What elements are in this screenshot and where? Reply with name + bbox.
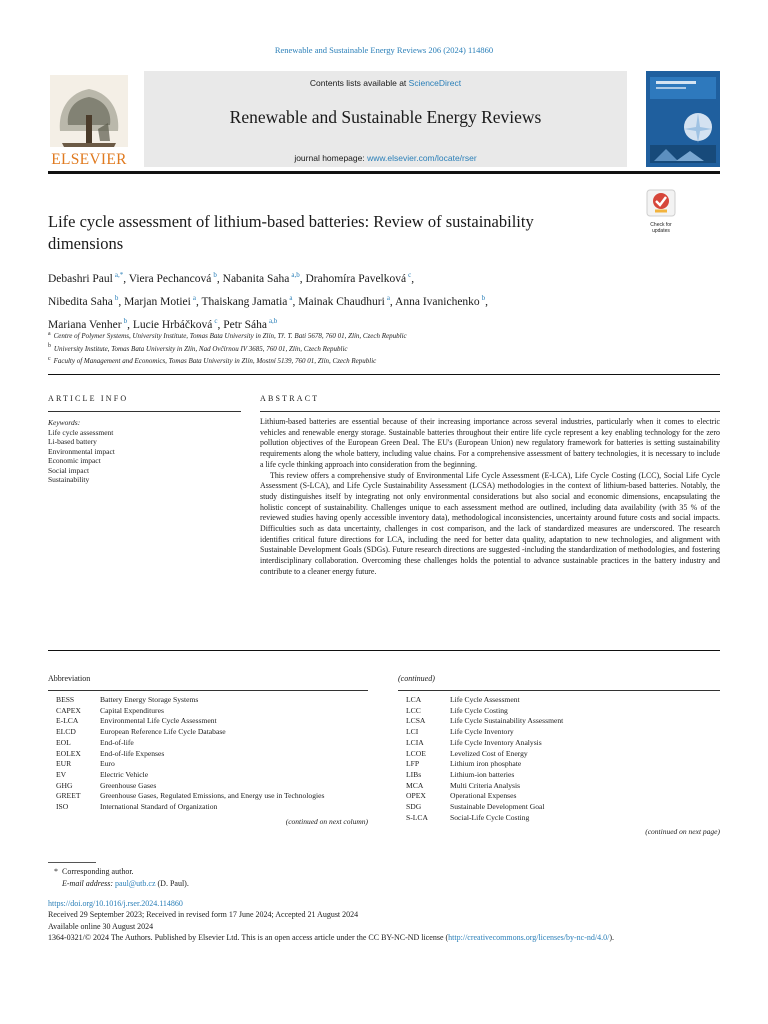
license-prefix: 1364-0321/© 2024 The Authors. Published by Elsevier Ltd. This is an open access article under the CC BY-NC-ND license (: [48, 933, 449, 943]
abbreviation-definition: Greenhouse Gases, Regulated Emissions, and Energy use in Technologies: [100, 791, 325, 801]
license-statement: [48, 932, 720, 943]
abbreviation-definition: Capital Expenditures: [100, 705, 164, 715]
abbreviation-term: SDG: [406, 802, 422, 812]
abbreviation-term: GREET: [56, 791, 81, 801]
abbreviation-row: [398, 770, 720, 781]
publisher-name: ELSEVIER: [51, 151, 127, 168]
affiliation: [48, 341, 708, 353]
abbreviation-definition: Operational Expenses: [450, 791, 517, 801]
abbreviation-row: [398, 749, 720, 760]
author-separator: ,: [123, 272, 129, 285]
journal-reference[interactable]: Renewable and Sustainable Energy Reviews 206 (2024) 114860: [274, 45, 494, 55]
affiliation-mark: b: [48, 343, 51, 350]
author-name[interactable]: Debashri Paul: [48, 272, 113, 285]
abbreviation-term: LCIA: [406, 737, 424, 747]
keyword: Environmental impact: [48, 446, 115, 456]
email-label: E-mail address:: [62, 879, 116, 888]
abbreviation-row: [398, 781, 720, 792]
author-affiliation-mark[interactable]: b: [481, 293, 486, 302]
abbreviation-definition: Electric Vehicle: [100, 769, 149, 779]
abbreviation-term: CAPEX: [56, 705, 81, 715]
footnotes: [48, 866, 720, 890]
abbreviation-term: LIBs: [406, 769, 422, 779]
author-name[interactable]: Viera Pechancová: [128, 272, 212, 285]
abbreviation-definition: Battery Energy Storage Systems: [100, 695, 199, 704]
abbreviation-term: EOLEX: [56, 748, 81, 758]
masthead: [48, 71, 720, 171]
license-suffix: ).: [609, 933, 614, 943]
section-rule: [48, 374, 720, 375]
author-list: [48, 266, 708, 334]
check-for-updates-badge[interactable]: [646, 189, 676, 234]
abbreviation-row: [398, 813, 720, 824]
abbreviation-term: E-LCA: [56, 716, 79, 726]
author-name[interactable]: Thaiskang Jamatia: [201, 295, 288, 308]
affiliation: [48, 354, 708, 366]
abbreviation-row: [398, 759, 720, 770]
continued-next-page: (continued on next page): [645, 827, 720, 837]
abbreviation-row: [48, 695, 368, 706]
abbreviation-rule: [48, 690, 368, 691]
header-rule: [48, 171, 720, 174]
doi-link[interactable]: https://doi.org/10.1016/j.rser.2024.114860: [48, 899, 183, 908]
crossmark-label: Check for updates: [650, 222, 672, 234]
abbreviation-row: [398, 802, 720, 813]
sciencedirect-link[interactable]: ScienceDirect: [408, 78, 462, 88]
author-name[interactable]: Nabanita Saha: [222, 272, 290, 285]
abbreviation-term: EUR: [56, 759, 72, 769]
abbreviation-row: [398, 706, 720, 717]
abbreviation-term: EOL: [56, 737, 71, 747]
journal-homepage-link[interactable]: www.elsevier.com/locate/rser: [367, 153, 477, 163]
abbreviation-term: BESS: [56, 695, 75, 704]
author-affiliation-mark[interactable]: b: [213, 271, 217, 279]
author-affiliation-mark[interactable]: a: [386, 293, 390, 302]
keywords-label: Keywords:: [48, 418, 81, 427]
author-affiliation-mark[interactable]: b: [114, 293, 119, 302]
author-affiliation-mark[interactable]: a,*: [114, 271, 124, 279]
abbreviation-term: ELCD: [56, 727, 76, 737]
abbreviation-definition: Multi Criteria Analysis: [450, 780, 521, 790]
abstract-paragraph: This review offers a comprehensive study of Environmental Life Cycle Assessment (E-LCA), Life Cycle Costing (LCC), Social Life Cycle Assessment (S-LCA), and Life Cycle Sustainability Assessment (LCSA) methodologies in the context of lithium-based batteries. Notably, the study distinguishes itself by integrating not only environmental considerations but also social and economic dimensions, encapsulating the holistic concept of sustainability. Challenges unique to each assessment method are outlined, including data availability (with 35 % of the reviewed studies having openly accessible inventory data), methodological inconsistencies, uncertainty around future costs and social impacts. Difficulties such as data uncertainty, challenges in cost comparison, and the lack of standardized measures are underscored. The research identifies critical future directions for LCA, including the need for better data quality, adaptation to new technologies, and alignment with Sustainable Development Goals (SDGs). Future research directions are suggested -including the standardization of methodologies, and fostering interdisciplinary collaboration. Overcoming these challenges holds the potential to advance sustainable practices in the battery industry and contribute to a cleaner energy future.: [260, 470, 720, 576]
journal-title: Renewable and Sustainable Energy Reviews: [229, 107, 542, 127]
license-link[interactable]: http://creativecommons.org/licenses/by-nc-nd/4.0/: [448, 933, 610, 943]
author-name[interactable]: Nibedita Saha: [48, 295, 113, 308]
affiliation: [48, 329, 708, 341]
received-dates: Received 29 September 2023; Received in revised form 17 June 2024; Accepted 21 August 2024: [48, 910, 359, 920]
abbreviation-row: [48, 781, 368, 792]
author-affiliation-mark[interactable]: a: [289, 293, 293, 302]
homepage-line: [144, 153, 627, 163]
abbreviation-row: [398, 727, 720, 738]
abbreviation-definition: European Reference Life Cycle Database: [100, 727, 226, 737]
abstract-heading: ABSTRACT: [260, 394, 320, 403]
author-name[interactable]: Mariana Venher: [48, 318, 122, 331]
abbreviation-row: [48, 706, 368, 717]
author-affiliation-mark[interactable]: b: [123, 316, 128, 325]
abbreviation-definition: Levelized Cost of Energy: [450, 748, 528, 758]
abbreviation-rows: [398, 695, 720, 823]
abbreviation-definition: International Standard of Organization: [100, 802, 218, 812]
author-separator: ,: [127, 318, 133, 331]
author-name[interactable]: Drahomíra Pavelková: [305, 272, 407, 285]
author-name[interactable]: Petr Sáha: [223, 318, 267, 331]
contents-line: [144, 78, 627, 88]
affiliation-text: Centre of Polymer Systems, University Institute, Tomas Bata University in Zlín, Tř. T. Bati 5678, 760 01, Zlín, Czech Republic: [53, 332, 407, 341]
abbreviation-definition: Social-Life Cycle Costing: [450, 812, 530, 822]
author-name[interactable]: Mainak Chaudhuri: [298, 295, 385, 308]
abbreviation-term: EV: [56, 769, 67, 779]
abbreviation-definition: Life Cycle Costing: [450, 705, 508, 715]
abbreviation-term: LCI: [406, 727, 419, 737]
email-suffix: (D. Paul).: [155, 879, 189, 888]
journal-cover-image: [646, 71, 720, 167]
publisher-logo: [48, 71, 130, 171]
email-link[interactable]: paul@utb.cz: [115, 879, 156, 888]
affiliation-mark: a: [48, 331, 51, 337]
article-title: Life cycle assessment of lithium-based batteries: Review of sustainability dimensions: [48, 212, 534, 253]
affiliation-mark: c: [48, 355, 51, 362]
contents-prefix: Contents lists available at: [309, 78, 409, 88]
abbreviation-row: [398, 791, 720, 802]
abbreviation-continued-heading: (continued): [398, 674, 435, 683]
abbreviation-definition: End-of-life Expenses: [100, 748, 165, 758]
abbreviation-term: GHG: [56, 780, 73, 790]
abbreviation-definition: End-of-life: [100, 737, 134, 747]
author-affiliation-mark[interactable]: a: [192, 293, 196, 302]
abbreviation-row: [398, 695, 720, 706]
abbreviation-table-right: [398, 674, 720, 836]
abbreviation-definition: Life Cycle Inventory Analysis: [450, 737, 542, 747]
keywords-block: [48, 418, 238, 485]
abbreviation-row: [48, 770, 368, 781]
article-info-heading: ARTICLE INFO: [48, 394, 129, 403]
available-online: Available online 30 August 2024: [48, 921, 154, 931]
affiliation-text: Faculty of Management and Economics, Tomas Bata University in Zlín, Mostní 5139, 760 01, Zlín, Czech Republic: [53, 356, 377, 365]
abbreviation-rule: [398, 690, 720, 691]
keyword: Li-based battery: [48, 437, 97, 446]
author-separator: ,: [485, 295, 489, 308]
author-separator: ,: [292, 295, 299, 308]
abbreviation-row: [48, 727, 368, 738]
abbreviation-row: [398, 738, 720, 749]
abbreviation-row: [398, 716, 720, 727]
abbreviation-definition: Sustainable Development Goal: [450, 802, 545, 812]
abstract-rule: [260, 411, 720, 412]
abbreviation-row: [48, 791, 368, 802]
abbreviation-row: [48, 802, 368, 813]
keyword: Social impact: [48, 465, 90, 475]
affiliation-list: [48, 329, 708, 366]
abbreviation-term: S-LCA: [406, 812, 428, 822]
abbreviation-row: [48, 749, 368, 760]
keyword: Life cycle assessment: [48, 427, 114, 437]
author-separator: ,: [389, 295, 396, 308]
article-info-rule: [48, 411, 241, 412]
abbreviation-term: OPEX: [406, 791, 426, 801]
abbreviation-rows: [48, 695, 368, 813]
author-affiliation-mark[interactable]: c: [408, 271, 412, 279]
masthead-band: [144, 71, 627, 167]
abbreviation-heading: Abbreviation: [48, 674, 91, 683]
author-separator: ,: [411, 272, 415, 285]
footnote-rule: [48, 862, 96, 863]
abstract-paragraph: Lithium-based batteries are essential because of their increasing importance across several industries, particularly when it comes to electric vehicles and renewable energy storage. Sustainable batteries throughout their entire life cycle represent a key enabling technology for the zero pollution objectives of the European Green Deal. The EU's (European Union) new regulatory framework for batteries is setting sustainability requirements along the whole battery, including value chains. For a comprehensive assessment of battery technologies, it is necessary to include a life cycle thinking approach into consideration from the beginning.: [260, 417, 720, 469]
abbreviation-row: [48, 759, 368, 770]
abbreviation-definition: Lithium-ion batteries: [450, 769, 515, 779]
abbreviation-term: MCA: [406, 780, 424, 790]
email-note: [48, 878, 720, 890]
journal-cover-thumbnail[interactable]: [646, 71, 720, 167]
abbreviation-definition: Greenhouse Gases: [100, 780, 157, 790]
keyword: Sustainability: [48, 475, 90, 484]
abbreviation-table-left: [48, 674, 368, 826]
asterisk-mark: *: [54, 867, 62, 876]
author-separator: ,: [118, 295, 125, 308]
abbreviation-term: ISO: [56, 802, 69, 812]
publication-info: [48, 898, 720, 944]
author-affiliation-mark[interactable]: a,b: [291, 271, 300, 279]
abbreviation-row: [48, 716, 368, 727]
section-rule: [48, 650, 720, 651]
author-name[interactable]: Marjan Motiei: [124, 295, 191, 308]
homepage-prefix: journal homepage:: [294, 153, 368, 163]
corresponding-author-note: [48, 866, 720, 878]
author-affiliation-mark[interactable]: a,b: [268, 316, 278, 325]
abbreviation-term: LCOE: [406, 748, 426, 758]
author-affiliation-mark[interactable]: c: [214, 316, 218, 325]
abbreviation-definition: Life Cycle Inventory: [450, 727, 514, 737]
author-separator: ,: [217, 318, 224, 331]
continued-next-column: (continued on next column): [285, 816, 368, 826]
abbreviation-definition: Euro: [100, 759, 115, 769]
abbreviation-definition: Environmental Life Cycle Assessment: [100, 716, 217, 726]
abbreviation-term: LFP: [406, 759, 420, 769]
abbreviation-definition: Life Cycle Sustainability Assessment: [450, 716, 564, 726]
author-separator: ,: [216, 272, 223, 285]
affiliation-text: University Institute, Tomas Bata University in Zlín, Nad Ovčírnou IV 3685, 760 01, Zlín, Czech Republic: [53, 344, 348, 353]
author-name[interactable]: Anna Ivanichenko: [395, 295, 480, 308]
abbreviation-term: LCSA: [406, 716, 426, 726]
abstract-body: [260, 417, 720, 578]
abbreviation-term: LCC: [406, 705, 421, 715]
corresponding-author-text: Corresponding author.: [62, 867, 134, 876]
keywords-list: [48, 428, 238, 485]
abbreviation-definition: Life Cycle Assessment: [450, 695, 520, 704]
crossmark-icon: [646, 189, 676, 217]
abbreviation-definition: Lithium iron phosphate: [450, 759, 522, 769]
author-name[interactable]: Lucie Hrbáčková: [132, 318, 213, 331]
keyword: Economic impact: [48, 456, 101, 465]
author-separator: ,: [299, 272, 306, 285]
abbreviation-row: [48, 738, 368, 749]
author-separator: ,: [195, 295, 202, 308]
abbreviation-term: LCA: [406, 695, 422, 704]
